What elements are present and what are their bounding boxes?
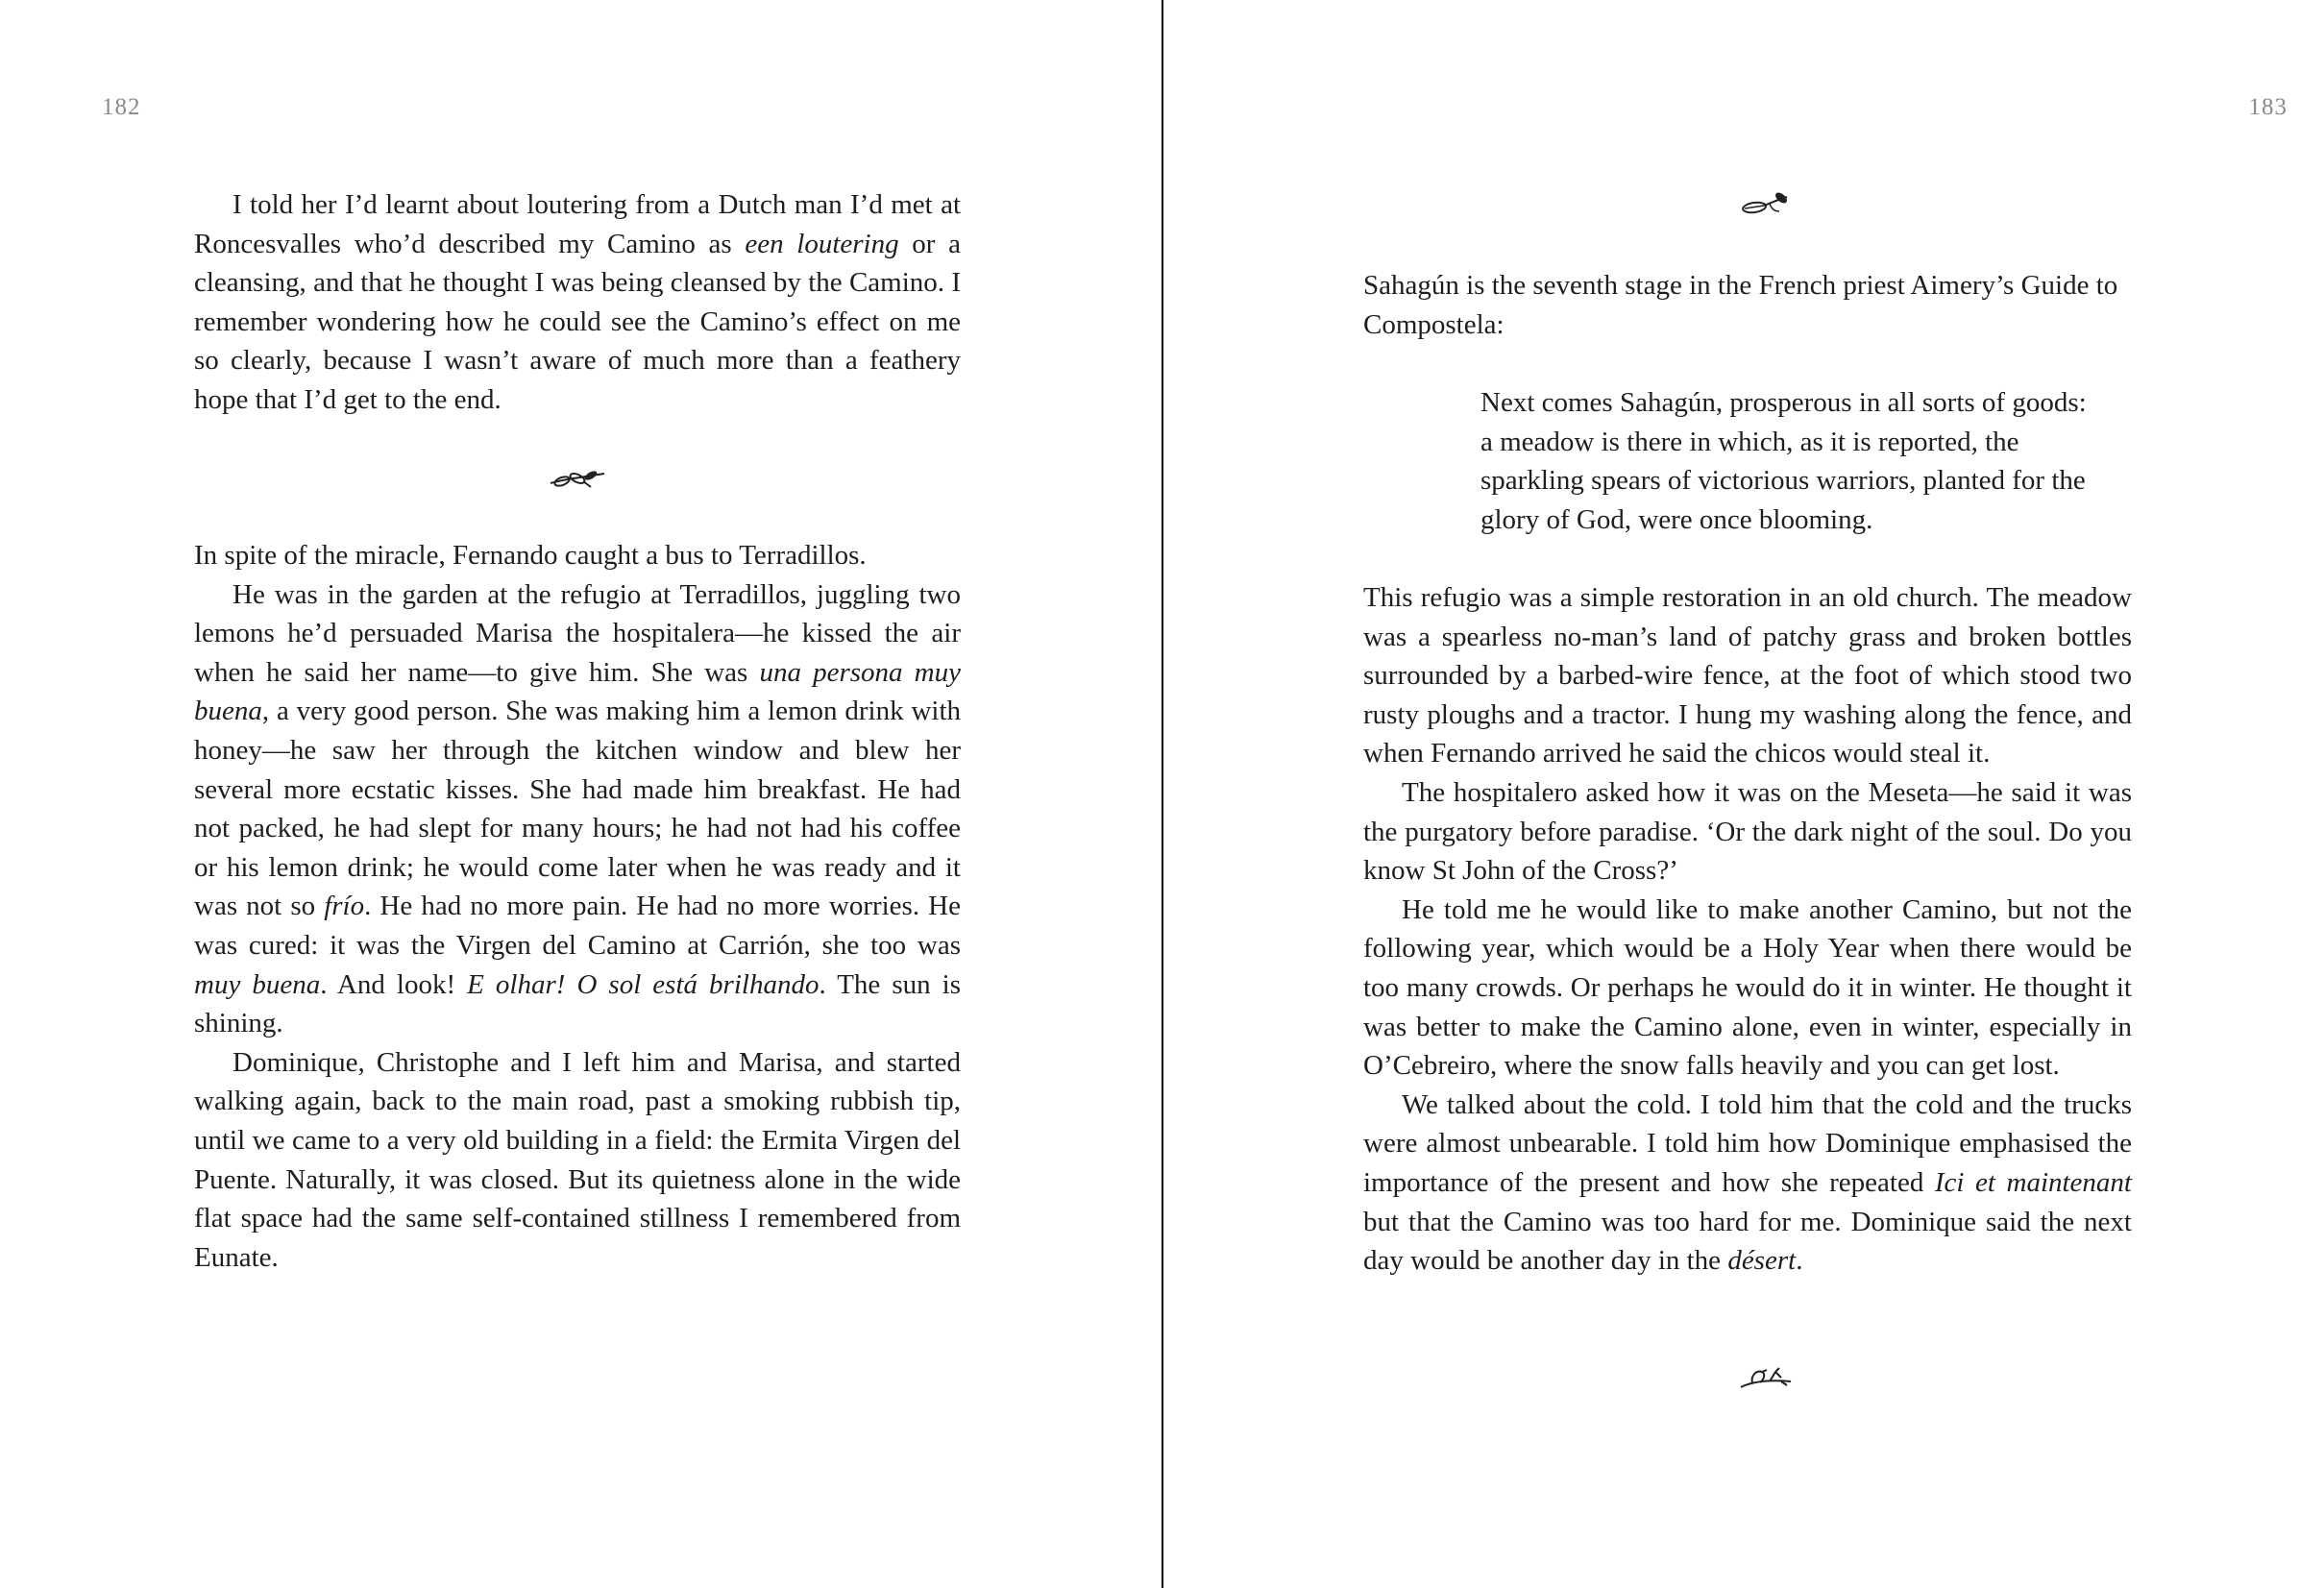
bird-on-branch-ornament-icon — [1737, 1362, 1795, 1391]
paragraph-loutering — [194, 185, 961, 420]
text-run: I told her I’d learnt about loutering from a Dutch man I’d met at Roncesvalles who’d described my Camino as — [194, 189, 961, 259]
paragraph-cold — [1363, 1086, 2132, 1281]
italic-term: E olhar! O sol está brilhando — [467, 968, 820, 1000]
quote-line: sparkling spears of victorious warriors, planted for the — [1480, 465, 2086, 497]
italic-term: désert — [1727, 1245, 1797, 1277]
text-run: or a cleansing, and that he thought I was being cleansed by the Camino. I remember wondering how he could see the Camino’s effect on me so clearly, because I wasn’t aware of much more than a feathery hope that I’d get to the end. — [194, 228, 962, 415]
quote-line: a meadow is there in which, as it is reported, the — [1480, 426, 2019, 457]
page-number: 183 — [2248, 94, 2287, 120]
right-page — [1163, 0, 2324, 1588]
quote-line: glory of God, were once blooming. — [1480, 503, 1873, 535]
text-run: . And look! — [320, 968, 468, 1000]
text-run: . The sun is shining. — [194, 968, 961, 1039]
text-run: but that the Camino was too hard for me. Dominique said the next day would be another day in the — [1363, 1206, 2132, 1277]
paragraph-spite: In spite of the miracle, Fernando caught a bus to Terradillos. — [194, 540, 867, 571]
paragraph-dominique: Dominique, Christophe and I left him and Marisa, and started walking again, back to the main road, past a smoking rubbish tip, until we came to a very old building in a field: the Ermita Virgen del Puente. Naturally, it was closed. But its quietness alone in the wide flat space had the same self-contained stillness I remembered from Eunate. — [194, 1046, 961, 1273]
paragraph-sahagun: Sahagún is the seventh stage in the French priest Aimery’s Guide to Compostela: — [1363, 270, 2118, 340]
text-run: He was in the garden at the refugio at Terradillos, juggling two lemons he’d persuaded Marisa the hospitalera—he kissed the air when he said her name—to give him. She was — [194, 578, 961, 688]
italic-term: una persona muy buena — [194, 656, 961, 727]
quote-line: Next comes Sahagún, prosperous in all sorts of goods: — [1480, 387, 2087, 418]
paragraph-garden — [194, 575, 961, 1043]
quotation-block — [1480, 383, 2134, 539]
text-run: . He had no more pain. He had no more worries. He was cured: it was the Virgen del Camino at Carrión, she too was — [194, 891, 961, 961]
main-text-block — [1363, 578, 2132, 1281]
italic-term: frío — [324, 891, 365, 922]
text-run: We talked about the cold. I told him that the cold and the trucks were almost unbearable. I told him how Dominique emphasised the importance of the present and how she repeated — [1363, 1088, 2132, 1198]
text-run: , a very good person. She was making him a lemon drink with honey—he saw her through the kitchen window and blew her several more ecstatic kisses. She had made him breakfast. He had not packed, he had slept for many hours; he had not had his coffee or his lemon drink; he would come later when he was ready and it was not so — [194, 696, 961, 922]
leaf-branch-ornament-icon — [549, 464, 606, 493]
paragraph-refugio: This refugio was a simple restoration in an old church. The meadow was a spearless no-man’s land of patchy grass and broken bottles surrounded by a barbed-wire fence, at the foot of which stood two rusty ploughs and a tractor. I hung my washing along the fence, and when Fernando arrived he said the chicos would steal it. — [1363, 582, 2132, 770]
leaf-sprig-ornament-icon — [1737, 188, 1795, 217]
italic-term: een loutering — [745, 228, 899, 259]
page-number: 182 — [102, 94, 141, 120]
italic-term: Ici et maintenant — [1934, 1166, 2132, 1198]
opening-paragraph-block — [194, 185, 961, 420]
main-text-block — [194, 536, 961, 1277]
intro-text-block — [1363, 266, 2132, 344]
italic-term: muy buena — [194, 968, 321, 1000]
paragraph-camino: He told me he would like to make another Camino, but not the following year, which would be a Holy Year when there would be too many crowds. Or perhaps he would do it in winter. He thought it was better to make the Camino alone, even in winter, especially in O’Cebreiro, where the snow falls heavily and you can get lost. — [1363, 893, 2132, 1082]
text-run: . — [1796, 1245, 1803, 1277]
paragraph-hospitalero: The hospitalero asked how it was on the Meseta—he said it was the purgatory before paradise. ‘Or the dark night of the soul. Do you know St John of the Cross?’ — [1363, 776, 2132, 887]
